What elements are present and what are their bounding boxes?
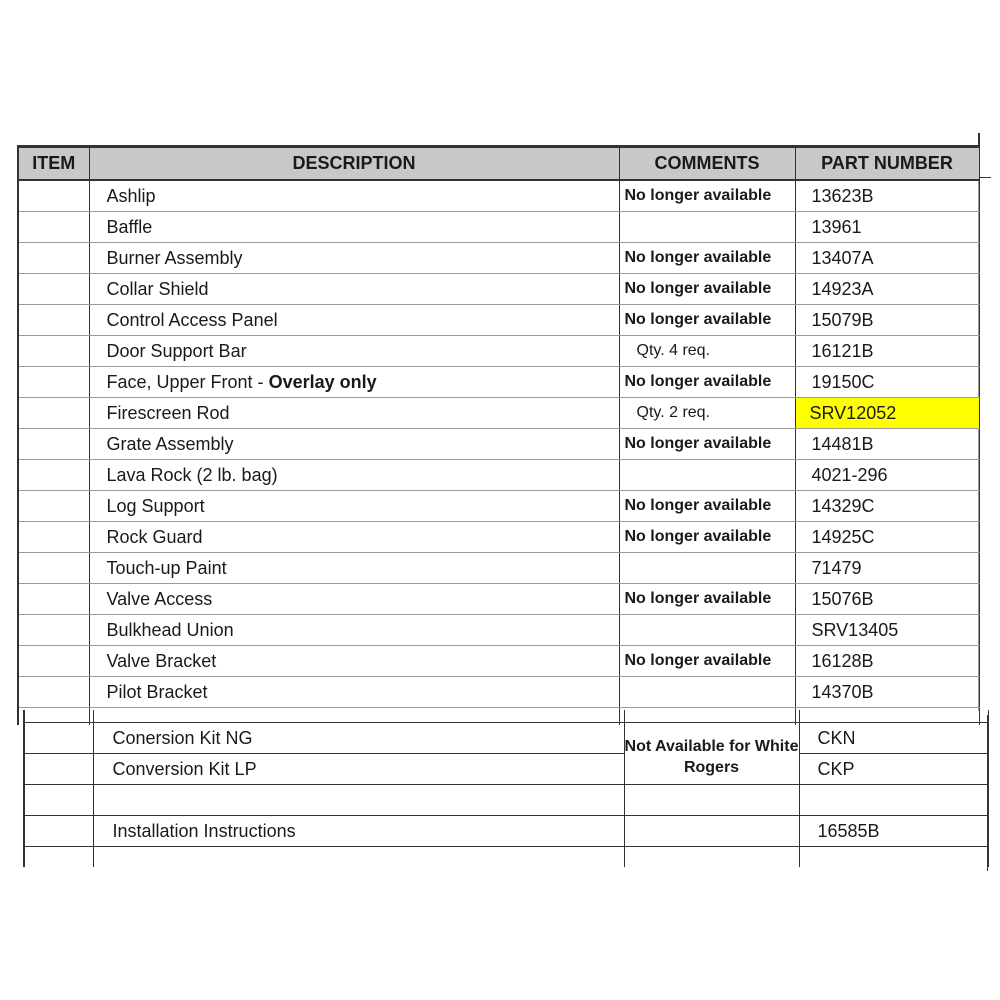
part-number-cell [799,785,988,816]
part-number-cell: 14923A [795,274,979,305]
comment-cell: Qty. 2 req. [619,398,795,429]
description-text: Log Support [106,495,205,516]
description-cell [89,553,619,584]
description-cell [89,615,619,646]
part-number-cell: 14329C [795,491,979,522]
description-cell [93,710,624,723]
table-row [24,785,988,816]
comment-cell: No longer available [619,274,795,305]
comment-cell [624,847,799,868]
part-number-cell: 16121B [795,336,979,367]
part-number-cell: 13961 [795,212,979,243]
description-text: Grate Assembly [106,433,234,454]
description-text: Touch-up Paint [106,557,227,578]
item-cell [18,429,89,460]
part-number-cell [799,710,988,723]
table-row [24,816,988,847]
description-cell [89,274,619,305]
description-text: Control Access Panel [106,309,278,330]
description-cell: Conversion Kit LP [93,754,624,785]
table-row [18,243,979,274]
description-text: Ashlip [106,185,156,206]
description-text: Door Support Bar [106,340,247,361]
description-text: Baffle [106,216,153,237]
description-text: Valve Bracket [106,650,217,671]
comment-cell: No longer available [619,367,795,398]
table-row [24,847,988,868]
part-number-cell [799,847,988,868]
comment-cell: Qty. 4 req. [619,336,795,367]
table-row [18,212,979,243]
part-number-cell: 15079B [795,305,979,336]
item-header: ITEM [18,147,89,181]
comment-cell [624,816,799,847]
description-cell [89,367,619,398]
item-cell [18,646,89,677]
item-cell [18,398,89,429]
part-number-cell: 14925C [795,522,979,553]
item-cell [18,367,89,398]
item-cell [18,677,89,708]
description-cell [93,785,624,816]
comment-cell [624,710,799,723]
table-row [18,460,979,491]
item-cell [24,754,93,785]
table-row [18,677,979,708]
table-row [18,367,979,398]
description-cell [89,336,619,367]
description-text: Firescreen Rod [106,402,230,423]
description-text: Rock Guard [106,526,203,547]
description-cell [89,212,619,243]
description-cell [89,584,619,615]
table-row [24,754,988,785]
table-row [18,522,979,553]
part-number-cell: 14481B [795,429,979,460]
part-number-cell: 13407A [795,243,979,274]
table-row [18,584,979,615]
comment-cell [624,785,799,816]
description-text: Burner Assembly [106,247,243,268]
table-row [18,615,979,646]
comment-cell: No longer available [619,646,795,677]
description-cell: Conersion Kit NG [93,723,624,754]
part-number-cell: 16128B [795,646,979,677]
table-edge-fragment [978,177,990,711]
table-row [24,723,988,754]
part-number-cell: CKP [799,754,988,785]
item-cell [24,785,93,816]
description-cell [89,677,619,708]
description-cell [89,398,619,429]
description-cell [89,460,619,491]
description-text: Face, Upper Front - [106,371,269,392]
comment-cell [619,677,795,708]
comment-cell: No longer available [619,305,795,336]
table-row [18,274,979,305]
part-number-cell: 71479 [795,553,979,584]
description-cell [89,646,619,677]
comment-cell [619,553,795,584]
table-row [18,429,979,460]
description-cell: Installation Instructions [93,816,624,847]
table-row [18,180,979,212]
item-cell [18,336,89,367]
table-row [18,305,979,336]
description-cell [89,180,619,212]
item-cell [18,180,89,212]
kit-availability-note: Not Available for White Rogers [624,723,799,785]
part-number-cell: 14370B [795,677,979,708]
description-text: Bulkhead Union [106,619,234,640]
comments-header: COMMENTS [619,147,795,181]
item-cell [18,460,89,491]
item-cell [24,723,93,754]
description-cell [89,429,619,460]
comment-cell: No longer available [619,429,795,460]
item-cell [18,491,89,522]
item-cell [18,212,89,243]
item-cell [18,243,89,274]
item-cell [24,710,93,723]
kits-table [23,710,989,867]
table-row [18,398,979,429]
table-row [24,710,988,723]
part-number-cell: 4021-296 [795,460,979,491]
part-number-header: PART NUMBER [795,147,979,181]
description-cell [89,522,619,553]
part-number-cell: 16585B [799,816,988,847]
comment-cell [619,460,795,491]
item-cell [18,553,89,584]
description-cell [89,491,619,522]
table-row [18,553,979,584]
table-row [18,336,979,367]
item-cell [24,816,93,847]
part-number-cell: SRV13405 [795,615,979,646]
comment-cell: No longer available [619,522,795,553]
part-number-cell: 15076B [795,584,979,615]
comment-cell: No longer available [619,180,795,212]
description-text: Collar Shield [106,278,209,299]
part-number-cell: 19150C [795,367,979,398]
description-header: DESCRIPTION [89,147,619,181]
item-cell [24,847,93,868]
part-number-cell: 13623B [795,180,979,212]
item-cell [18,615,89,646]
header-row [18,147,979,181]
part-number-cell: CKN [799,723,988,754]
table-edge-fragment [978,133,991,178]
parts-table [17,145,980,725]
description-cell [89,305,619,336]
table-row [18,646,979,677]
comment-cell: No longer available [619,491,795,522]
item-cell [18,274,89,305]
table-row [18,491,979,522]
description-emphasis: Overlay only [268,371,377,392]
description-text: Lava Rock (2 lb. bag) [106,464,278,485]
comment-cell: No longer available [619,584,795,615]
item-cell [18,305,89,336]
description-cell [93,847,624,868]
part-number-cell: SRV12052 [795,398,979,429]
description-cell [89,243,619,274]
item-cell [18,522,89,553]
description-text: Pilot Bracket [106,681,208,702]
comment-cell: No longer available [619,243,795,274]
description-text: Valve Access [106,588,213,609]
table-edge-fragment [987,715,996,871]
comment-cell [619,212,795,243]
comment-cell [619,615,795,646]
item-cell [18,584,89,615]
